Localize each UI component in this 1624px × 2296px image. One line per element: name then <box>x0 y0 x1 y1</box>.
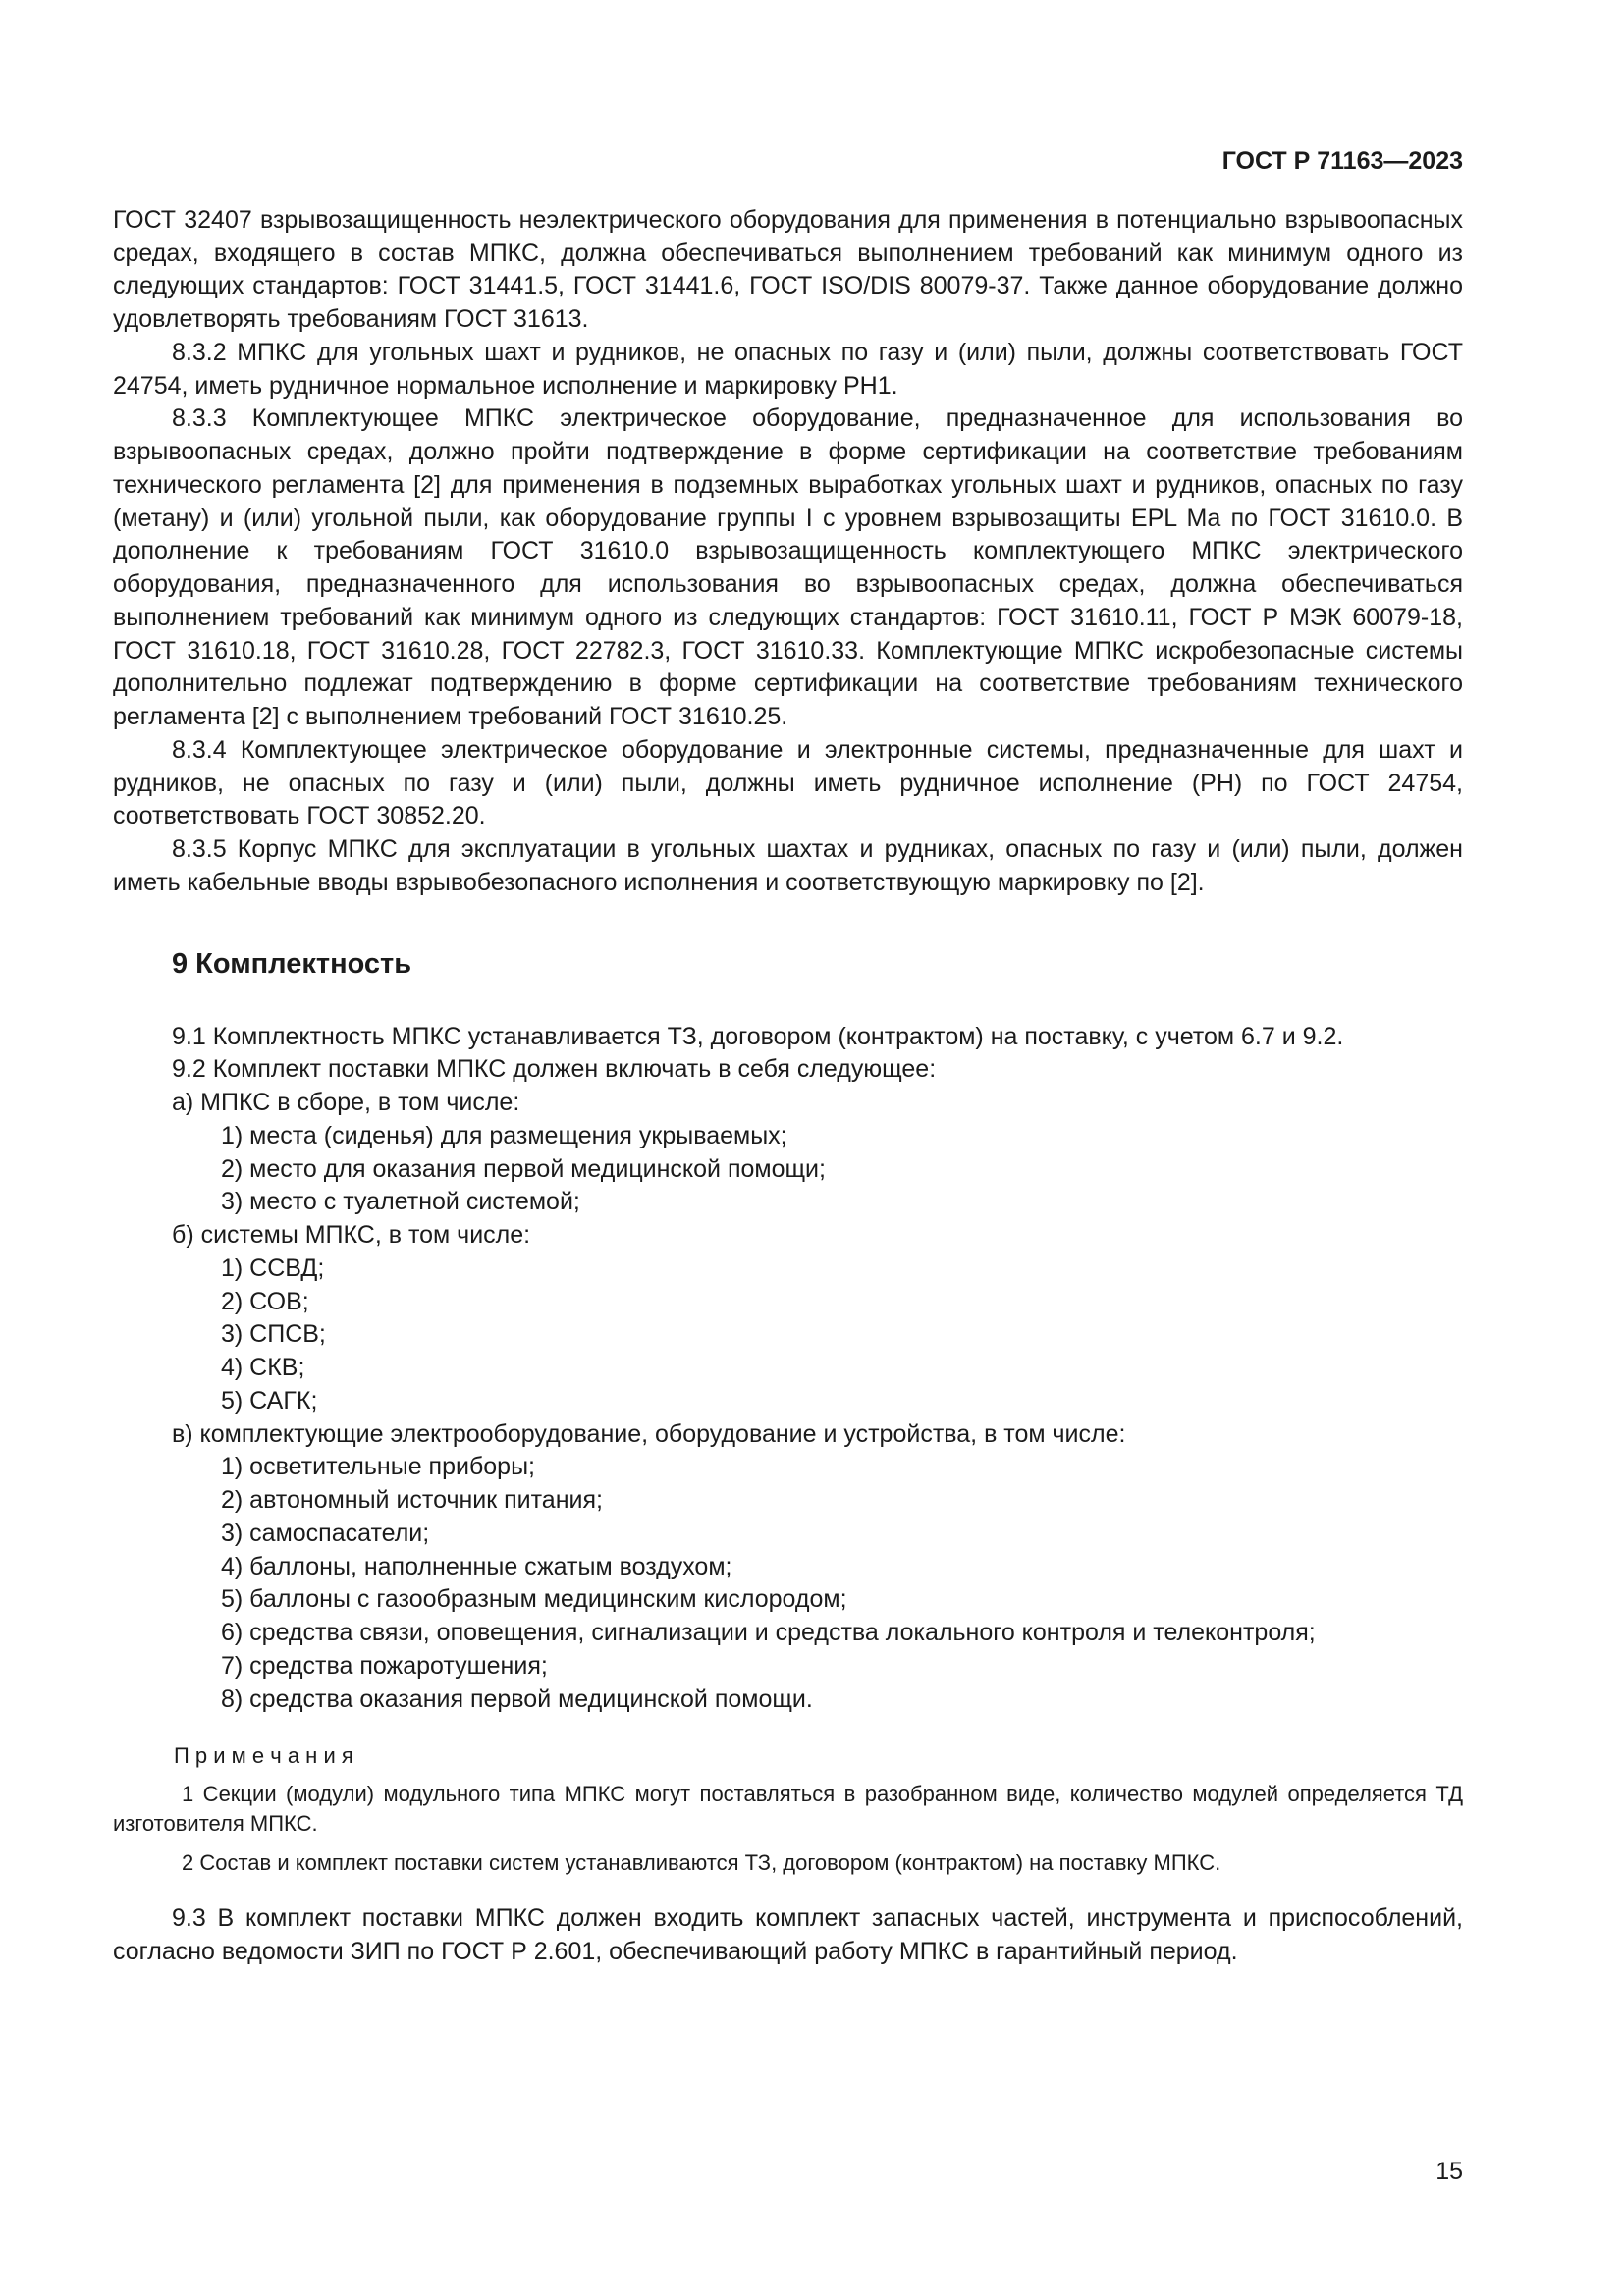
paragraph-8-3-2: 8.3.2 МПКС для угольных шахт и рудников, не опасных по газу и (или) пыли, должны соответствовать ГОСТ 24754, иметь рудничное нормальное исполнение и маркировку РН1. <box>113 338 1463 400</box>
paragraph-8-3-3: 8.3.3 Комплектующее МПКС электрическое оборудование, предназначенное для использования во взрывоопасных средах, должно пройти подтверждение в форме сертификации на соответствие требованиям технического регламента [2] для применения в подземных выработках угольных шахт и рудников, опасных по газу (метану) и (или) угольной пыли, как оборудование группы I с уровнем взрывозащиты EPL Ma по ГОСТ 31610.0. В дополнение к требованиям ГОСТ 31610.0 взрывозащищенность комплектующего МПКС электрического оборудования, предназначенного для использования во взрывоопасных средах, должна обеспечиваться выполнением требований как минимум одного из следующих стандартов: ГОСТ 31610.11, ГОСТ Р МЭК 60079-18, ГОСТ 31610.18, ГОСТ 31610.28, ГОСТ 22782.3, ГОСТ 31610.33. Комплектующие МПКС искробезопасные системы дополнительно подлежат подтверждению в форме сертификации на соответствие требованиям технического регламента [2] с выполнением требований ГОСТ 31610.25. <box>113 404 1463 730</box>
list-item-b: б) системы МПКС, в том числе: <box>172 1221 531 1250</box>
note-2: 2 Состав и комплект поставки систем устанавливаются ТЗ, договором (контрактом) на поставку МПКС. <box>182 1850 1221 1876</box>
list-item-b-2: 2) СОВ; <box>221 1287 309 1315</box>
paragraph-9-1: 9.1 Комплектность МПКС устанавливается ТЗ, договором (контрактом) на поставку, с учетом 6.7 и 9.2. <box>172 1022 1344 1050</box>
list-item-a: а) МПКС в сборе, в том числе: <box>172 1089 520 1117</box>
list-item-v-4: 4) баллоны, наполненные сжатым воздухом; <box>221 1552 732 1580</box>
section-9-title: 9 Комплектность <box>172 947 412 980</box>
list-item-b-1: 1) ССВД; <box>221 1254 325 1282</box>
paragraph-intro: ГОСТ 32407 взрывозащищенность неэлектрического оборудования для применения в потенциально взрывоопасных средах, входящего в состав МПКС, должна обеспечиваться выполнением требований как минимум одного из следующих стандартов: ГОСТ 31441.5, ГОСТ 31441.6, ГОСТ ISO/DIS 80079-37. Также данное оборудование должно удовлетворять требованиям ГОСТ 31613. <box>113 205 1463 333</box>
list-item-v-8: 8) средства оказания первой медицинской помощи. <box>221 1684 813 1713</box>
list-item-v-6: 6) средства связи, оповещения, сигнализации и средства локального контроля и телеконтроля; <box>221 1619 1316 1647</box>
notes-title: П р и м е ч а н и я <box>174 1743 353 1769</box>
list-item-v-2: 2) автономный источник питания; <box>221 1486 603 1515</box>
list-item-v-1: 1) осветительные приборы; <box>221 1453 535 1481</box>
page-number: 15 <box>1435 2158 1463 2185</box>
note-1: 1 Секции (модули) модульного типа МПКС могут поставляться в разобранном виде, количество модулей определяется ТД изготовителя МПКС. <box>113 1781 1463 1837</box>
paragraph-8-3-5: 8.3.5 Корпус МПКС для эксплуатации в угольных шахтах и рудниках, опасных по газу и (или) пыли, должен иметь кабельные вводы взрывобезопасного исполнения и соответствующую маркировку по [2]. <box>113 835 1463 896</box>
list-item-v-3: 3) самоспасатели; <box>221 1519 430 1547</box>
notes-block <box>113 1741 1463 1878</box>
list-item-a-1: 1) места (сиденья) для размещения укрываемых; <box>221 1121 787 1149</box>
list-item-a-3: 3) место с туалетной системой; <box>221 1188 580 1216</box>
document-header: ГОСТ Р 71163—2023 <box>1221 147 1463 175</box>
list-item-b-3: 3) СПСВ; <box>221 1320 326 1349</box>
list-item-v-5: 5) баллоны с газообразным медицинским кислородом; <box>221 1585 847 1614</box>
list-item-v-7: 7) средства пожаротушения; <box>221 1651 548 1680</box>
list-item-b-5: 5) САГК; <box>221 1386 318 1415</box>
list-item-v: в) комплектующие электрооборудование, оборудование и устройства, в том числе: <box>172 1419 1126 1448</box>
list-item-a-2: 2) место для оказания первой медицинской помощи; <box>221 1154 826 1183</box>
paragraph-8-3-4: 8.3.4 Комплектующее электрическое оборудование и электронные системы, предназначенные для шахт и рудников, не опасных по газу и (или) пыли, должны иметь рудничное исполнение (РН) по ГОСТ 24754, соответствовать ГОСТ 30852.20. <box>113 735 1463 830</box>
list-item-b-4: 4) СКВ; <box>221 1354 305 1382</box>
paragraph-9-3: 9.3 В комплект поставки МПКС должен входить комплект запасных частей, инструмента и приспособлений, согласно ведомости ЗИП по ГОСТ Р 2.601, обеспечивающий работу МПКС в гарантийный период. <box>113 1903 1463 1965</box>
paragraph-9-2: 9.2 Комплект поставки МПКС должен включать в себя следующее: <box>172 1055 937 1084</box>
